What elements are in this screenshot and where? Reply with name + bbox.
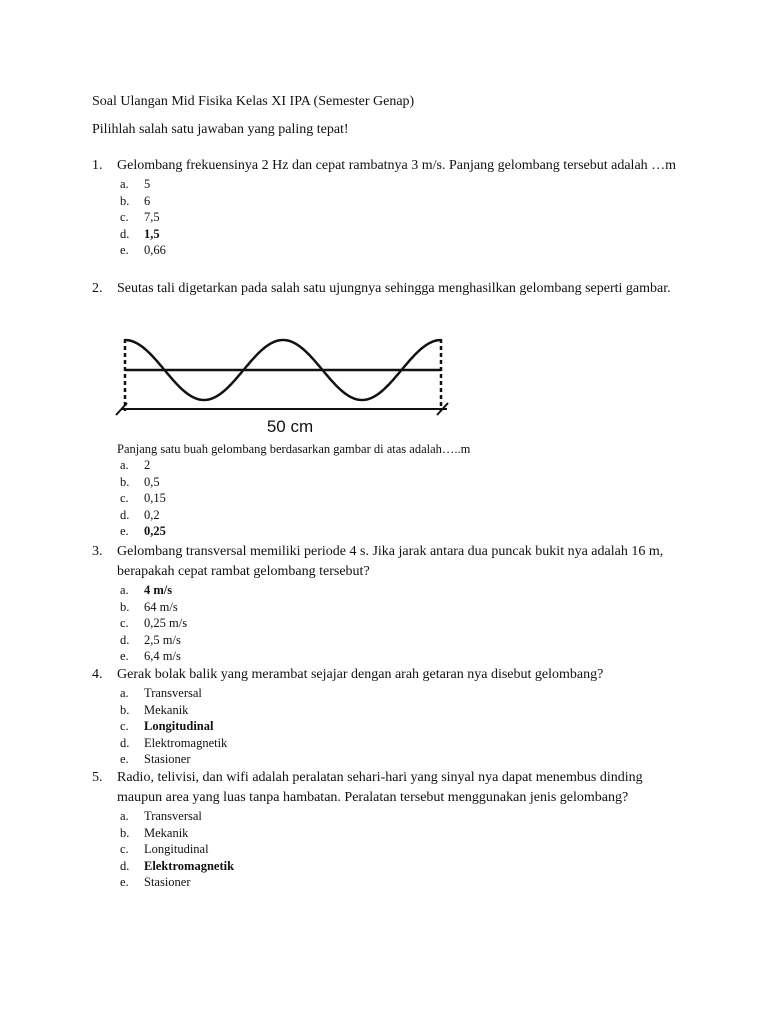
option-text: 2 <box>144 458 151 472</box>
option-e <box>120 874 682 891</box>
option-e <box>120 751 682 768</box>
option-text: Mekanik <box>144 702 189 717</box>
option-letter: a. <box>120 583 129 597</box>
question-3 <box>92 542 682 665</box>
option-d-correct <box>120 226 682 243</box>
wave-figure <box>113 331 453 437</box>
option-a <box>120 176 682 193</box>
option-a <box>120 808 682 825</box>
option-text: 4 m/s <box>144 583 173 597</box>
option-a-correct <box>120 582 682 599</box>
option-text: 0,25 m/s <box>144 616 188 631</box>
option-text: Elektromagnetik <box>144 858 235 873</box>
option-d <box>120 632 682 649</box>
question-caption: Panjang satu buah gelombang berdasarkan gambar di atas adalah…..m <box>117 442 471 456</box>
options-list <box>120 582 682 665</box>
option-letter: c. <box>120 491 129 506</box>
option-a <box>120 685 682 702</box>
option-text: Stasioner <box>144 875 191 890</box>
question-number: 3. <box>92 544 103 559</box>
option-text: 1,5 <box>144 226 160 241</box>
option-letter: e. <box>120 752 129 767</box>
option-c <box>120 209 682 226</box>
option-letter: e. <box>120 524 129 539</box>
option-letter: b. <box>120 474 130 489</box>
options-list <box>120 457 682 540</box>
option-b <box>120 474 682 491</box>
option-letter: d. <box>120 735 130 750</box>
option-text: Transversal <box>144 809 202 823</box>
option-d-correct <box>120 858 682 875</box>
option-letter: b. <box>120 599 130 614</box>
question-2-continued <box>92 441 682 540</box>
option-letter: a. <box>120 809 129 823</box>
option-letter: c. <box>120 616 129 631</box>
option-text: Longitudinal <box>144 842 209 857</box>
question-5 <box>92 768 682 891</box>
option-b <box>120 599 682 616</box>
option-letter: e. <box>120 649 129 664</box>
option-letter: c. <box>120 719 129 734</box>
option-letter: e. <box>120 243 129 258</box>
option-letter: c. <box>120 842 129 857</box>
option-c <box>120 615 682 632</box>
option-b <box>120 702 682 719</box>
option-letter: b. <box>120 193 130 208</box>
option-text: Transversal <box>144 686 202 700</box>
option-d <box>120 507 682 524</box>
option-letter: a. <box>120 686 129 700</box>
question-2 <box>92 279 682 299</box>
question-text: Gelombang frekuensinya 2 Hz dan cepat rambatnya 3 m/s. Panjang gelombang tersebut adalah …m <box>117 158 677 173</box>
option-text: Mekanik <box>144 825 189 840</box>
option-text: 6 <box>144 193 151 208</box>
option-text: 64 m/s <box>144 599 178 614</box>
options-list <box>120 685 682 768</box>
option-text: Stasioner <box>144 752 191 767</box>
option-text: 0,25 <box>144 524 166 539</box>
option-letter: d. <box>120 858 130 873</box>
option-c <box>120 841 682 858</box>
option-text: Elektromagnetik <box>144 735 228 750</box>
option-letter: b. <box>120 825 130 840</box>
question-number: 4. <box>92 667 103 682</box>
question-1 <box>92 156 682 259</box>
option-text: 0,66 <box>144 243 166 258</box>
option-letter: c. <box>120 210 129 225</box>
option-letter: d. <box>120 507 130 522</box>
option-letter: d. <box>120 226 130 241</box>
option-b <box>120 193 682 210</box>
instruction-text: Pilihlah salah satu jawaban yang paling tepat! <box>92 122 349 137</box>
option-text: 0,5 <box>144 474 160 489</box>
option-text: 0,2 <box>144 507 160 522</box>
option-text: 6,4 m/s <box>144 649 181 664</box>
options-list <box>120 808 682 891</box>
option-b <box>120 825 682 842</box>
option-e <box>120 648 682 665</box>
option-text: 0,15 <box>144 491 166 506</box>
option-e-correct <box>120 523 682 540</box>
option-letter: e. <box>120 875 129 890</box>
option-text: Longitudinal <box>144 719 214 734</box>
measurement-label: 50 cm <box>266 417 314 436</box>
options-list <box>120 176 682 259</box>
option-text: 7,5 <box>144 210 160 225</box>
question-text: Gelombang transversal memiliki periode 4 s. Jika jarak antara dua puncak bukit nya adalah 16 m, berapakah cepat rambat gelombang tersebut? <box>117 544 664 579</box>
question-4 <box>92 665 682 768</box>
option-text: 2,5 m/s <box>144 632 181 647</box>
question-number: 5. <box>92 770 103 785</box>
question-text: Seutas tali digetarkan pada salah satu ujungnya sehingga menghasilkan gelombang seperti gambar. <box>117 281 671 296</box>
option-letter: a. <box>120 177 129 191</box>
option-e <box>120 242 682 259</box>
option-letter: d. <box>120 632 130 647</box>
option-a <box>120 457 682 474</box>
question-number: 1. <box>92 158 103 173</box>
question-text: Radio, telivisi, dan wifi adalah peralatan sehari-hari yang sinyal nya dapat menembus dinding maupun area yang luas tanpa hambatan. Peralatan tersebut menggunakan jenis gelombang? <box>117 770 643 805</box>
option-c <box>120 490 682 507</box>
option-c-correct <box>120 718 682 735</box>
document-title: Soal Ulangan Mid Fisika Kelas XI IPA (Semester Genap) <box>92 94 415 109</box>
question-number: 2. <box>92 281 103 296</box>
question-text: Gerak bolak balik yang merambat sejajar dengan arah getaran nya disebut gelombang? <box>117 667 604 682</box>
wave-diagram <box>113 331 453 437</box>
option-letter: b. <box>120 702 130 717</box>
option-text: 5 <box>144 177 151 191</box>
option-d <box>120 735 682 752</box>
option-letter: a. <box>120 458 129 472</box>
